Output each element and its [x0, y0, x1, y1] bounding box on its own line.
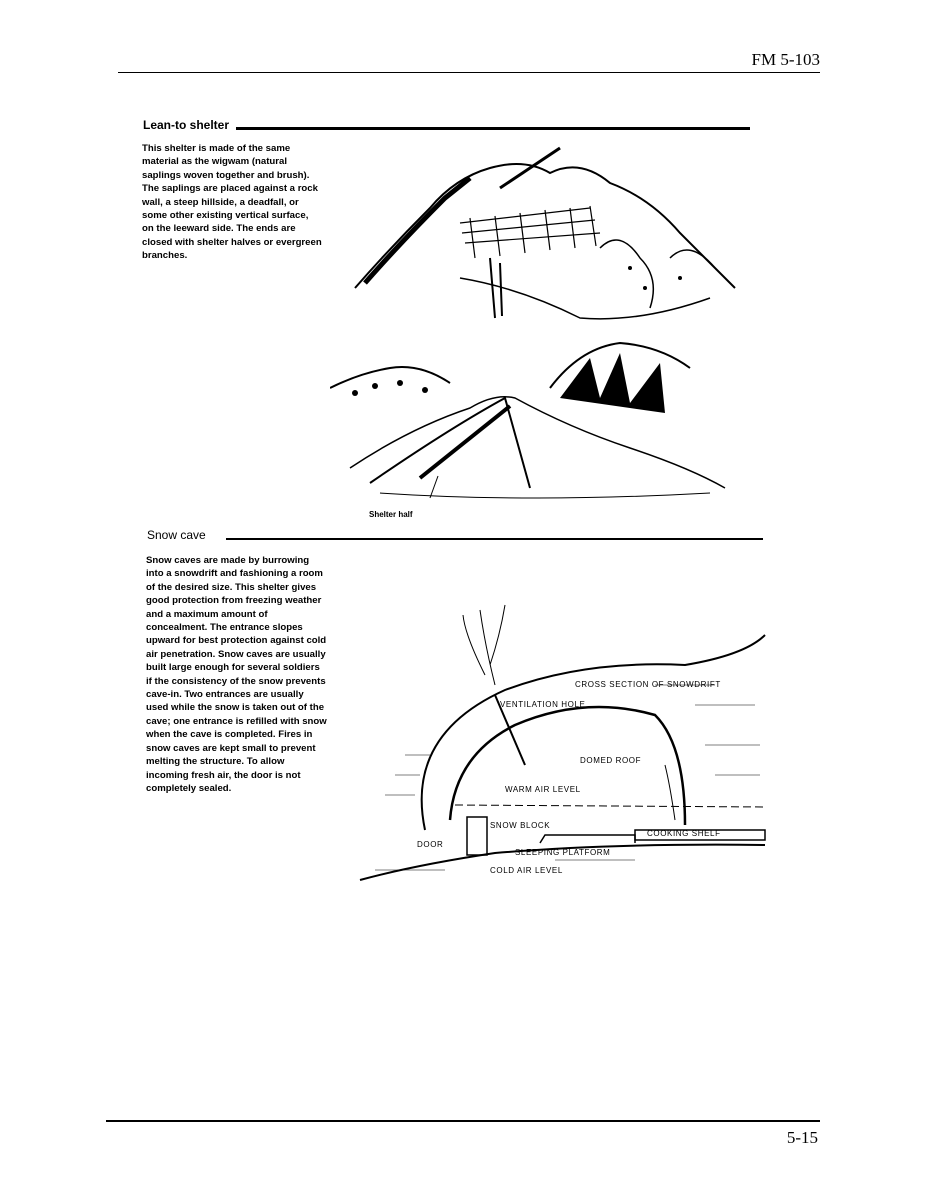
ventilation-hole-label: VENTILATION HOLE [500, 700, 586, 709]
snow-block-label: SNOW BLOCK [490, 821, 551, 830]
lean-to-title: Lean-to shelter [143, 118, 230, 132]
lean-to-snow-illustration [330, 338, 730, 503]
snow-cave-description: Snow caves are made by burrowing into a snowdrift and fashioning a room of the desired size. This shelter gives good protection from freezing weather and a maximum amount of concealment. The entrance slopes upward for best protection against cold air penetration. Snow caves are usually built large enough for several soldiers if the consistency of the snow prevents cave-in. Two entrances are usually used while the snow is taken out of the cave; one entrance is refilled with snow when the cave is completed. Fires in snow caves are kept small to prevent melting the structure. To allow incoming fresh air, the door is not completely sealed. [146, 555, 327, 794]
cooking-shelf-label: COOKING SHELF [647, 829, 721, 838]
lean-to-title-rule [236, 127, 750, 130]
lean-to-rock-wall-illustration [350, 138, 740, 328]
header-rule [118, 72, 820, 73]
sleeping-platform-label: SLEEPING PLATFORM [515, 848, 611, 857]
snow-cave-cross-section [355, 595, 770, 890]
cross-section-label: CROSS SECTION OF SNOWDRIFT [575, 680, 721, 689]
document-id: FM 5-103 [751, 50, 820, 69]
cold-air-level-label: COLD AIR LEVEL [490, 866, 563, 875]
snow-cave-title-rule [226, 538, 763, 540]
domed-roof-label: DOMED ROOF [580, 756, 642, 765]
snow-cave-title: Snow cave [147, 528, 206, 542]
footer-rule [106, 1120, 820, 1122]
warm-air-level-label: WARM AIR LEVEL [505, 785, 581, 794]
shelter-half-label: Shelter half [369, 510, 413, 519]
door-label: DOOR [417, 840, 444, 849]
page-number: 5-15 [786, 1128, 818, 1147]
lean-to-description: This shelter is made of the same material as the wigwam (natural saplings woven together and brush). The saplings are placed against a rock wall, a steep hillside, a deadfall, or some other existing vertical surface, on the leeward side. The ends are closed with shelter halves or evergreen branches. [142, 143, 322, 262]
